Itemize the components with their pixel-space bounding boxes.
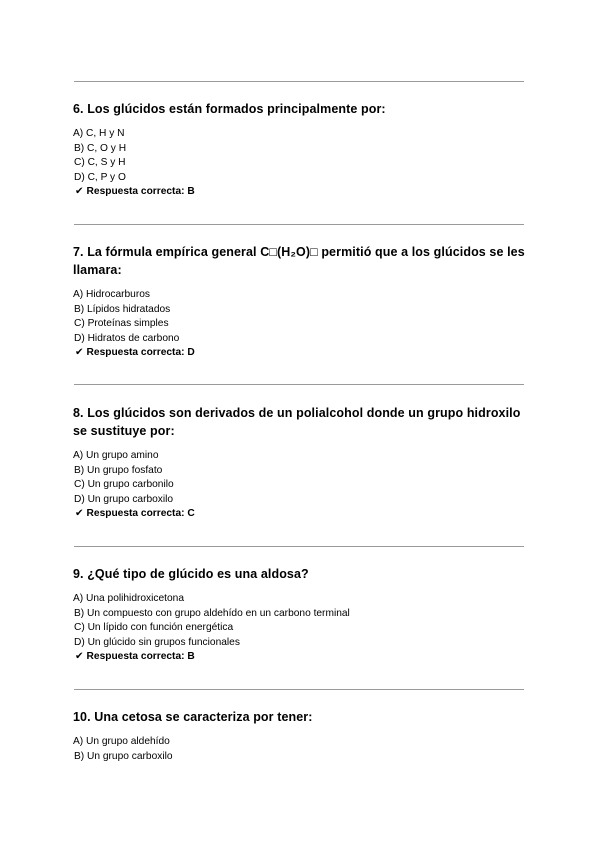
question-6-answer (73, 185, 525, 200)
question-6-option-d: D) C, P y O (74, 171, 126, 183)
question-9-option-c: C) Un lípido con función energética (74, 622, 234, 634)
checkmark-icon: ✔ (75, 651, 84, 663)
separator-4 (74, 546, 524, 547)
question-7 (73, 243, 525, 361)
question-9-option-b: B) Un compuesto con grupo aldehído en un carbono terminal (74, 607, 350, 619)
question-9-answer (73, 650, 525, 665)
checkmark-icon: ✔ (75, 508, 84, 520)
checkmark-icon: ✔ (75, 186, 84, 198)
question-9-option-d: D) Un glúcido sin grupos funcionales (74, 636, 240, 648)
question-9 (73, 565, 525, 665)
question-6-option-b: B) C, O y H (74, 142, 127, 154)
question-10-title: 10. Una cetosa se caracteriza por tener: (73, 710, 313, 724)
question-10 (73, 708, 525, 764)
question-7-option-c: C) Proteínas simples (74, 318, 169, 330)
question-8-option-b: B) Un grupo fosfato (74, 464, 163, 476)
question-8-answer (73, 507, 525, 522)
checkmark-icon: ✔ (75, 347, 84, 359)
question-7-option-d: D) Hidratos de carbono (74, 332, 180, 344)
question-8-option-d: D) Un grupo carboxilo (74, 493, 174, 505)
question-8-option-a: A) Un grupo amino (73, 450, 159, 461)
question-7-option-b: B) Lípidos hidratados (74, 303, 171, 315)
question-6 (73, 100, 525, 200)
separator-2 (74, 224, 524, 225)
question-7-answer (73, 346, 525, 361)
question-6-option-c: C) C, S y H (74, 157, 126, 169)
question-8-title: 8. Los glúcidos son derivados de un polialcohol donde un grupo hidroxilo se sustituye por: (73, 406, 521, 438)
separator-1 (74, 81, 524, 82)
question-7-answer-label: Respuesta correcta: D (86, 347, 195, 359)
question-6-option-a: A) C, H y N (73, 128, 125, 139)
question-7-title: 7. La fórmula empírica general C□(H₂O)□ permitió que a los glúcidos se les llamara: (73, 245, 525, 277)
separator-3 (74, 384, 524, 385)
question-9-option-a: A) Una polihidroxicetona (73, 593, 184, 604)
question-9-title: 9. ¿Qué tipo de glúcido es una aldosa? (73, 567, 309, 581)
question-6-title: 6. Los glúcidos están formados principalmente por: (73, 102, 386, 116)
question-10-option-b: B) Un grupo carboxilo (74, 750, 173, 762)
question-7-option-a: A) Hidrocarburos (73, 289, 150, 300)
question-8 (73, 404, 525, 522)
question-6-answer-label: Respuesta correcta: B (86, 186, 195, 198)
question-8-answer-label: Respuesta correcta: C (86, 508, 195, 520)
question-8-option-c: C) Un grupo carbonilo (74, 479, 174, 491)
separator-5 (74, 689, 524, 690)
question-10-option-a: A) Un grupo aldehído (73, 736, 170, 747)
question-9-answer-label: Respuesta correcta: B (86, 651, 195, 663)
